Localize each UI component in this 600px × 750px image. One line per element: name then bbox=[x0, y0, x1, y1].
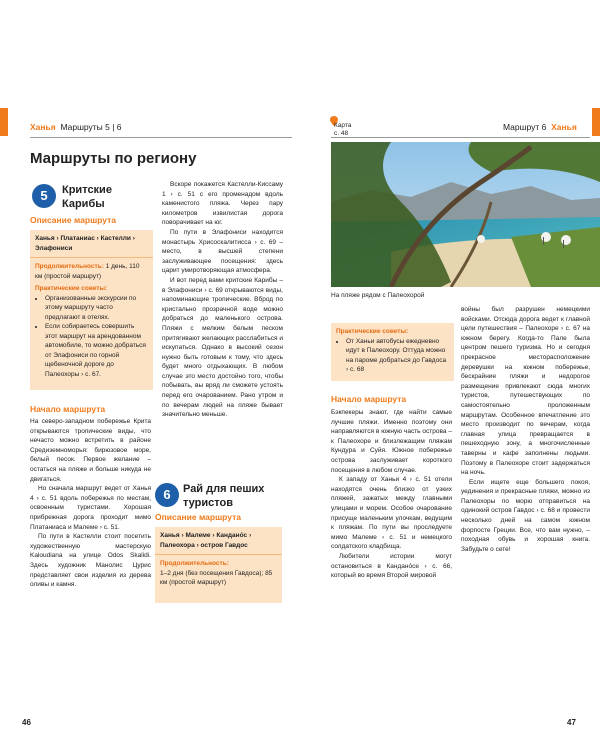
route-desc-label: Описание маршрута bbox=[155, 512, 241, 522]
paragraph: На северо-западном побережье Крита открываются тропические виды, что нечасто можно встретить в районе Средиземноморья: бирюзовое море, белый песок. Первое желание – остаться на пляже и больше никуда не двигаться. bbox=[30, 418, 151, 483]
duration-label: Продолжительность: bbox=[160, 560, 229, 567]
page-tab-right bbox=[592, 108, 600, 136]
text-column bbox=[331, 408, 452, 581]
tip-item: • От Ханьи автобусы ежедневно идут в Палеохору. Оттуда можно на пароме добраться до Гавдоса › с. 68 bbox=[346, 337, 449, 375]
tips-box bbox=[331, 323, 454, 381]
route-number-badge: 5 bbox=[32, 184, 56, 208]
header-rule bbox=[331, 137, 590, 138]
map-page-ref: с. 48 bbox=[334, 130, 349, 137]
map-label: Карта bbox=[334, 122, 352, 129]
photo-caption: На пляже рядом с Палеохорой bbox=[331, 292, 425, 299]
paragraph: К западу от Ханьи 4 › с. 51 отели находятся очень близко от узких пляжей, зажатых между главными улицами и морем. Особое очарование присуще маленьким улочкам, ведущим к пляжам. По пути вы проследуете мимо Малеме › с. 51 и немецкого солдатского кладбища. bbox=[331, 476, 452, 551]
duration-label: Продолжительность: bbox=[35, 263, 104, 270]
paragraph: Любители истории могут остановиться в Кандано́се › с. 66, который во время Второй мировой bbox=[331, 552, 452, 580]
page-title: Маршруты по региону bbox=[30, 150, 197, 167]
duration-value: 1 день, 110 км (простой маршрут) bbox=[35, 263, 140, 280]
tips-label: Практические советы: bbox=[35, 285, 108, 292]
header-rule bbox=[30, 137, 292, 138]
text-column bbox=[461, 305, 590, 554]
page-number: 46 bbox=[22, 718, 31, 727]
header-region: Ханья bbox=[30, 122, 56, 132]
route-path: Ханья › Малеме › Кандано́с › Палеохора › остров Гавдос bbox=[155, 527, 282, 555]
tip-item: • Если собираетесь совершить этот маршрут на арендованном автомобиле, то можно добраться от Элафониси по горной щебеночной дороге до Палеохоры › с. 67. bbox=[45, 322, 148, 379]
route-title: Критские Карибы bbox=[62, 184, 112, 210]
route-path: Ханья › Платаниас › Кастелли › Элафониси bbox=[30, 230, 153, 258]
text-column bbox=[162, 180, 283, 420]
running-header-right bbox=[503, 122, 577, 132]
route-title: Рай для пеших туристов bbox=[183, 483, 265, 509]
beach-photo bbox=[331, 142, 600, 287]
paragraph: Бэкпекеры знают, где найти самые лучшие пляжи. Именно поэтому они направляются в южную часть острова – к Палеохоре и близлежащим пляжам Кундура и Суйя. Южное побережье острова заслуживает короткого посещения в любом случае. bbox=[331, 409, 452, 474]
paragraph: По пути в Кастелли стоит посетить художественную мастерскую Kaloudiana на улице Odos Skalidi. Здесь художник Манолис Цурис представляет свои изделия из дерева оливы и камня. bbox=[30, 533, 151, 589]
text-column bbox=[30, 417, 151, 590]
duration-value: 1–2 дня (без посещения Гавдоса); 85 км (простой маршрут) bbox=[160, 569, 273, 586]
section-heading: Начало маршрута bbox=[30, 404, 106, 414]
paragraph: Вскоре покажется Кастелли-Киссаму 1 › с. 51 с его променадом вдоль каменистого пляжа. Через пару километров извилистая дорога поворачивает на юг. bbox=[162, 181, 283, 227]
paragraph: И вот перед вами критские Карибы – в Элафониси › с. 69 открываются виды, напоминающие тропические. Вброд по кристально прозрачной воде можно добраться до маленького острова. Пляжи с мелким белым песком притягивают желающих расслабиться и искупаться. Однако в высокий сезон нужно быть готовым к тому, что здесь будет много отдыхающих. В любом случае это место достойно того, чтобы побывать, вы вряд ли сможете устоять перед его очарованием. Рано утром и по вечерам людей на пляже бывает значительно меньше. bbox=[162, 276, 283, 419]
header-title: Маршрут 6 bbox=[503, 122, 547, 132]
route-info-box bbox=[30, 230, 153, 390]
section-heading: Начало маршрута bbox=[331, 394, 407, 404]
right-page bbox=[300, 0, 600, 750]
map-reference bbox=[334, 122, 351, 138]
tip-item: • Организованные экскурсии по этому маршруту часто предлагают в отелях. bbox=[45, 294, 148, 323]
page-tab-left bbox=[0, 108, 8, 136]
tips-label: Практические советы: bbox=[336, 328, 409, 335]
paragraph: Если ищете еще большего покоя, уединения и прекрасные пляжи, можно из Палеохоры по морю отправиться на одинокий остров Гавдос › с. 68 и провести несколько дней на самом южном форпосте Греции. Все, что вам нужно, – походная обувь и хорошая книга. Забудьте о сете! bbox=[461, 478, 590, 553]
paragraph: По пути в Элафониси находится монастырь Хрисоскалитисса › с. 69 – место, в высшей степени заслуживающее посещения: здесь царит умиротворяющая атмосфера. bbox=[162, 228, 283, 275]
header-region: Ханья bbox=[551, 122, 577, 132]
paragraph: войны был разрушен немецкими войсками. Отсюда дорога ведет к главной цели путешествия – Палеохоре › с. 67 на южном берегу. Когда-то Пале была центром пешего туризма. Но и сегодня прекрасное месторасположение деревушки на южном побережье, бескрайние пляжи и недорогое размещение привлекают сюда многих туристов, путешествующих по самостоятельно проложенным маршрутам. Особенное впечатление это место производит по вечерам, когда главная улица превращается в пешеходную зону, а многочисленные таверны и кафе заполнены людьми. Поэтому в Палеохоре стоит задержаться на ночь. bbox=[461, 306, 590, 477]
route-number-badge: 6 bbox=[155, 483, 179, 507]
paragraph: Но сначала маршрут ведет от Ханья 4 › с. 51 вдоль побережья по местам, освоенным туристами. Хорошая прибрежная дорога проходит мимо Платаниаса и Малеме › с. 51. bbox=[30, 485, 151, 531]
header-title: Маршруты 5 | 6 bbox=[60, 122, 122, 132]
route-info-box bbox=[155, 527, 282, 603]
running-header-left bbox=[30, 122, 122, 132]
page-number: 47 bbox=[567, 718, 576, 727]
route-desc-label: Описание маршрута bbox=[30, 215, 116, 225]
